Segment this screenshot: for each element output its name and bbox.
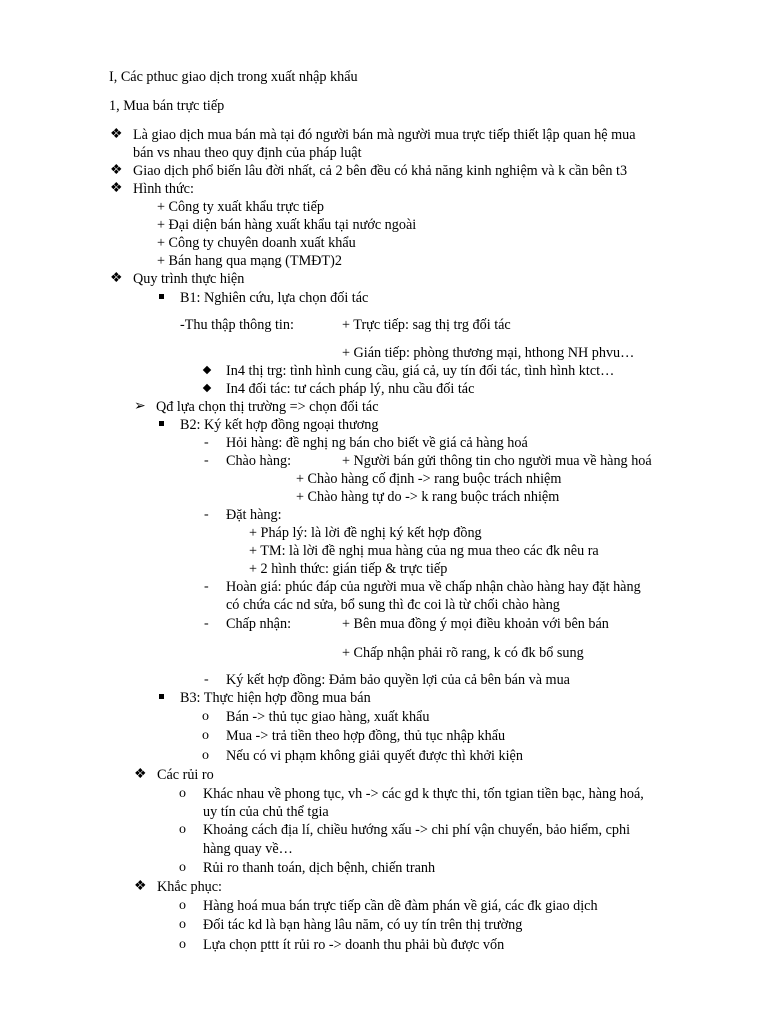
diamond-bullet: [203, 366, 211, 374]
b2-title: B2: Ký kết hợp đồng ngoại thương: [180, 417, 379, 433]
risk-item-line: Khoảng cách địa lí, chiều hướng xấu -> chi phí vận chuyển, bảo hiểm, cphi: [203, 822, 631, 838]
risk-item-line: hàng quay về…: [203, 841, 293, 857]
order-line: + TM: là lời đề nghị mua hàng của ng mua theo các đk nêu ra: [249, 543, 599, 559]
circle-bullet: o: [179, 898, 186, 913]
diamond4-bullet: ❖: [134, 879, 147, 894]
section-title: I, Các pthuc giao dịch trong xuất nhập khẩu: [109, 69, 358, 85]
square-bullet: [159, 694, 164, 699]
remedy-item: Lựa chọn pttt ít rủi ro -> doanh thu phải bù được vốn: [203, 937, 505, 953]
remedies-label: Khắc phục:: [157, 879, 223, 895]
circle-bullet: o: [179, 822, 186, 837]
square-bullet: [159, 294, 164, 299]
order-line: + 2 hình thức: gián tiếp & trực tiếp: [249, 561, 448, 577]
risk-item-line: uy tín của chủ thể tgia: [203, 804, 329, 820]
remedy-item: Đối tác kd là bạn hàng lâu năm, có uy tín trên thị trường: [203, 917, 523, 933]
inquiry-line: Hỏi hàng: đề nghị ng bán cho biết về giá cả hàng hoá: [226, 435, 528, 451]
b3-item: Mua -> trả tiền theo hợp đồng, thủ tục nhập khẩu: [226, 728, 506, 744]
b1-title: B1: Nghiên cứu, lựa chọn đối tác: [180, 290, 369, 306]
dash-bullet: -: [204, 616, 209, 631]
risks-label: Các rủi ro: [157, 767, 214, 783]
circle-bullet: o: [179, 860, 186, 875]
counter-offer-line-2: có chứa các nd sửa, bổ sung thì đc coi là từ chối chào hàng: [226, 597, 560, 613]
diamond4-bullet: ❖: [110, 127, 123, 142]
diamond4-bullet: ❖: [110, 163, 123, 178]
market-info: In4 thị trg: tình hình cung cầu, giá cả, uy tín đối tác, tình hình ktct…: [226, 363, 615, 379]
b3-title: B3: Thực hiện hợp đồng mua bán: [180, 690, 371, 706]
direct-source: + Trực tiếp: sag thị trg đối tác: [342, 317, 511, 333]
risk-item-line: Khác nhau về phong tục, vh -> các gd k thực thi, tốn tgian tiền bạc, hàng hoá,: [203, 786, 644, 802]
dash-bullet: -: [204, 435, 209, 450]
dash-bullet: -: [204, 507, 209, 522]
dash-bullet: -: [204, 672, 209, 687]
offer-line: + Chào hàng tự do -> k rang buộc trách nhiệm: [296, 489, 560, 505]
remedy-item: Hàng hoá mua bán trực tiếp cần dề đàm phán về giá, các đk giao dịch: [203, 898, 598, 914]
decision-line: Qđ lựa chọn thị trường => chọn đối tác: [156, 399, 379, 415]
diamond-bullet: [203, 384, 211, 392]
dash-bullet: -: [204, 453, 209, 468]
counter-offer-line-1: Hoàn giá: phúc đáp của người mua về chấp nhận chào hàng hay đặt hàng: [226, 579, 641, 595]
circle-bullet: o: [202, 748, 209, 763]
collect-info-label: -Thu thập thông tin:: [180, 317, 294, 333]
order-label: Đặt hàng:: [226, 507, 282, 523]
square-bullet: [159, 421, 164, 426]
forms-item: + Công ty chuyên doanh xuất khẩu: [157, 235, 356, 251]
order-line: + Pháp lý: là lời đề nghị ký kết hợp đồng: [249, 525, 482, 541]
circle-bullet: o: [202, 728, 209, 743]
offer-line: + Chào hàng cố định -> rang buộc trách nhiệm: [296, 471, 562, 487]
arrow-bullet: ➢: [134, 399, 146, 414]
popularity-line: Giao dịch phổ biến lâu đời nhất, cả 2 bên đều có khả năng kinh nghiệm và k cần bên t3: [133, 163, 628, 179]
diamond4-bullet: ❖: [134, 767, 147, 782]
forms-item: + Đại diện bán hàng xuất khẩu tại nước ngoài: [157, 217, 417, 233]
circle-bullet: o: [179, 917, 186, 932]
diamond4-bullet: ❖: [110, 181, 123, 196]
indirect-source: + Gián tiếp: phòng thương mại, hthong NH phvu…: [342, 345, 635, 361]
sign-contract-line: Ký kết hợp đồng: Đảm bảo quyền lợi của cả bên bán và mua: [226, 672, 570, 688]
b3-item: Nếu có vi phạm không giải quyết được thì khởi kiện: [226, 748, 523, 764]
accept-line: + Bên mua đồng ý mọi điều khoản với bên bán: [342, 616, 609, 632]
circle-bullet: o: [179, 937, 186, 952]
subsection-title: 1, Mua bán trực tiếp: [109, 98, 225, 114]
risk-item-line: Rủi ro thanh toán, dịch bệnh, chiến tranh: [203, 860, 436, 876]
forms-item: + Công ty xuất khẩu trực tiếp: [157, 199, 324, 215]
forms-item: + Bán hang qua mạng (TMĐT)2: [157, 253, 342, 269]
offer-label: Chào hàng:: [226, 453, 292, 469]
partner-info: In4 đối tác: tư cách pháp lý, nhu cầu đối tác: [226, 381, 475, 397]
diamond4-bullet: ❖: [110, 271, 123, 286]
forms-label: Hình thức:: [133, 181, 194, 197]
circle-bullet: o: [202, 709, 209, 724]
accept-line: + Chấp nhận phải rõ rang, k có đk bổ sung: [342, 645, 584, 661]
definition-line-2: bán vs nhau theo quy định của pháp luật: [133, 145, 362, 161]
b3-item: Bán -> thủ tục giao hàng, xuất khẩu: [226, 709, 430, 725]
process-label: Quy trình thực hiện: [133, 271, 245, 287]
definition-line-1: Là giao dịch mua bán mà tại đó người bán mà người mua trực tiếp thiết lập quan hệ mua: [133, 127, 636, 143]
dash-bullet: -: [204, 579, 209, 594]
accept-label: Chấp nhận:: [226, 616, 292, 632]
circle-bullet: o: [179, 786, 186, 801]
offer-line: + Người bán gửi thông tin cho người mua về hàng hoá: [342, 453, 652, 469]
